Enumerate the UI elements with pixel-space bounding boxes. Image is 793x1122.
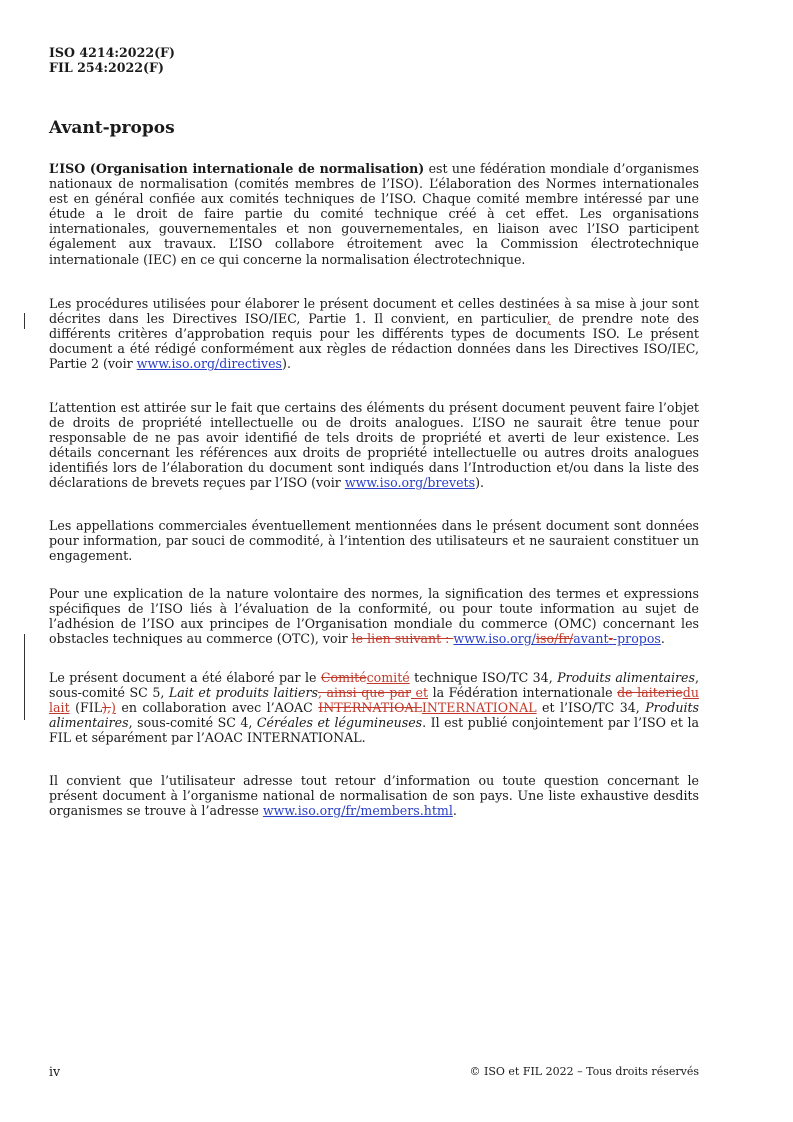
- paragraph-text: . Il est publié conjointement par l’ISO et la FIL et séparément par l’AOAC INTERNATIONAL.: [49, 715, 699, 746]
- page-title: Avant-propos: [49, 118, 175, 138]
- paragraph-text: Les appellations commerciales éventuellement mentionnées dans le présent document sont données pour information, par souci de commodité, à l’intention des utilisateurs et ne sauraient constituer un engagement.: [49, 518, 699, 564]
- paragraph-text: (FIL: [69, 700, 103, 716]
- paragraph-text: technique ISO/TC 34,: [409, 670, 558, 685]
- link-part: avant: [573, 631, 609, 647]
- paragraph-text: L’attention est attirée sur le fait que certains des éléments du présent document peuvent faire l’objet de droits de propriété intellectuelle ou de droits analogues. L’ISO ne saurait être tenue pour responsable de ne pas avoir identifié de tels droits de propriété et averti de leur existence. Les détails concernant les références aux droits de propriété intellectuelle ou autres droits analogues identifiés lors de l’élaboration du document sont indiqués dans l’Introduction et/ou dans la liste des déclarations de brevets reçues par l’ISO (voir: [49, 400, 699, 491]
- inserted-text: comité: [366, 670, 410, 685]
- deleted-text: -: [608, 631, 613, 647]
- paragraph-text: la Fédération internationale: [428, 685, 618, 701]
- iso-bold-name: L’ISO (Organisation internationale de normalisation): [49, 161, 425, 176]
- inserted-text: et: [410, 685, 429, 701]
- paragraph-text: Il convient que l’utilisateur adresse tout retour d’information ou toute question concernant le présent document à l’organisme national de normalisation de son pays. Une liste exhaustive desdits organismes se trouve à l’adresse: [49, 773, 699, 819]
- page-number: iv: [49, 1064, 61, 1079]
- avant-propos-link[interactable]: [453, 631, 660, 646]
- paragraph-text: ).: [475, 475, 484, 491]
- paragraph-text: , sous-comité SC 4,: [128, 715, 257, 731]
- document-header: [49, 45, 175, 75]
- deleted-text: ),: [102, 700, 111, 716]
- inserted-text: ): [111, 700, 116, 716]
- inserted-text: du lait: [49, 685, 699, 716]
- directives-link[interactable]: www.iso.org/directives: [136, 356, 283, 372]
- italic-title: Céréales et légumineuses: [256, 715, 423, 731]
- paragraph-text: en collaboration avec l’AOAC: [115, 700, 319, 716]
- paragraph-patents: [49, 400, 699, 491]
- paragraph-text: de prendre note des différents critères d’approbation requis pour les différents types de documents ISO. Le présent document a été rédigé conformément aux règles de rédaction données dans les Directives ISO/IEC, Partie 2 (voir: [49, 311, 699, 372]
- brevets-link[interactable]: www.iso.org/brevets: [344, 475, 476, 491]
- deleted-text: , ainsi que par: [317, 685, 411, 701]
- paragraph-text: Les procédures utilisées pour élaborer le présent document et celles destinées à sa mise à jour sont décrites dans les Directives ISO/IEC, Partie 1. Il convient, en particulier: [49, 296, 699, 327]
- deleted-text: le lien suivant :: [351, 631, 454, 647]
- italic-title: Lait et produits laitiers: [168, 685, 318, 701]
- paragraph-text: et l’ISO/TC 34,: [536, 700, 646, 716]
- paragraph-feedback: [49, 773, 699, 818]
- revision-bar: [24, 634, 25, 720]
- paragraph-wto: [49, 586, 699, 646]
- members-link[interactable]: www.iso.org/fr/members.html: [262, 803, 453, 819]
- paragraph-text: Pour une explication de la nature volontaire des normes, la signification des termes et expressions spécifiques de l’ISO liés à l’évaluation de la conformité, ou pour toute information au sujet de l’adhésion de l’ISO aux principes de l’Organisation mondiale du commerce (OMC) concernant les obstacles techniques au commerce (OTC), voir: [49, 586, 699, 647]
- deleted-text: iso/fr/: [536, 631, 574, 647]
- inserted-text: INTERNATIONAL: [421, 700, 537, 716]
- header-fil-number: FIL 254:2022(F): [49, 60, 164, 75]
- paragraph-trade-names: [49, 518, 699, 563]
- deleted-text: Comité: [320, 670, 367, 685]
- paragraph-text: .: [660, 631, 665, 647]
- paragraph-text: ).: [282, 356, 291, 372]
- paragraph-committee: [49, 670, 699, 745]
- link-part: -propos: [612, 631, 661, 647]
- copyright-notice: © ISO et FIL 2022 – Tous droits réservés: [469, 1065, 699, 1078]
- paragraph-text: Le présent document a été élaboré par le: [49, 670, 321, 685]
- revision-bar: [24, 313, 25, 329]
- paragraph-procedures: [49, 296, 699, 371]
- inserted-text: ,: [546, 311, 551, 327]
- deleted-text: de laiterie: [617, 685, 683, 701]
- link-part: www.iso.org/: [453, 631, 537, 647]
- italic-title: Produits alimentaires: [49, 700, 700, 731]
- italic-title: Produits alimentaires: [557, 670, 695, 685]
- header-iso-number: ISO 4214:2022(F): [49, 45, 175, 60]
- paragraph-text: est une fédération mondiale d’organismes nationaux de normalisation (comités membres de l’ISO). L’élaboration des Normes internationales est en général confiée aux comités techniques de l’ISO. Chaque comité membre intéressé par une étude a le droit de faire partie du comité technique créé à cet effet. Les organisations internationales, gouvernementales et non gouvernementales, en liaison avec l’ISO participent également aux travaux. L’ISO collabore étroitement avec la Commission électrotechnique internationale (IEC) en ce qui concerne la normalisation électrotechnique.: [49, 161, 699, 267]
- paragraph-text: , sous-comité SC 5,: [49, 670, 699, 701]
- paragraph-text: .: [452, 803, 457, 819]
- paragraph-iso-intro: [49, 161, 699, 267]
- deleted-text: INTERNATIOAL: [318, 700, 422, 716]
